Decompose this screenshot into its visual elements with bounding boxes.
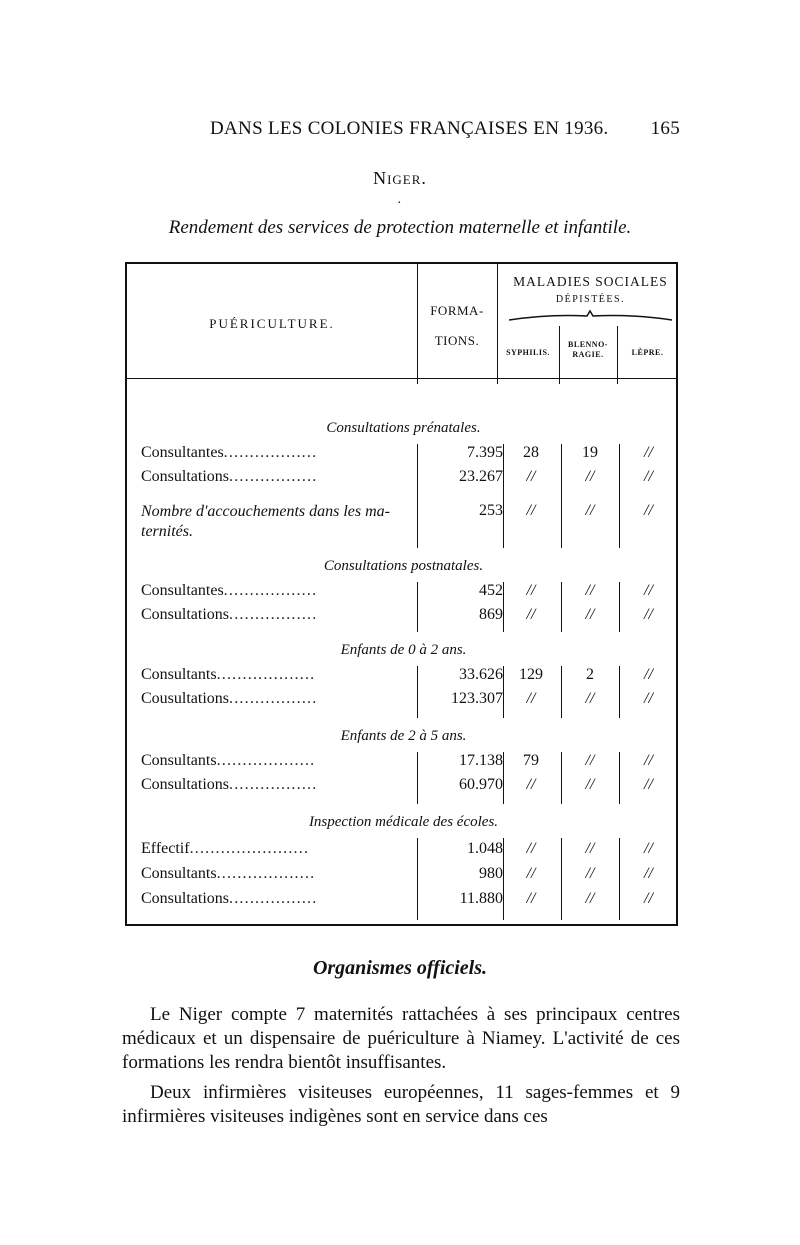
header-syphilis: SYPHILIS. xyxy=(506,348,550,357)
row-label: Consultantes.................. xyxy=(141,444,318,461)
row-label: Consultations................. xyxy=(141,776,318,793)
header-divider xyxy=(497,264,498,384)
table-row xyxy=(141,468,678,490)
cell-syphilis: // xyxy=(526,840,536,857)
header-formations xyxy=(417,296,497,356)
cell-blennoragie: // xyxy=(585,502,595,519)
table-row xyxy=(141,582,678,604)
row-value: 123.307 xyxy=(451,690,503,707)
table-row xyxy=(141,752,678,774)
table-row xyxy=(141,840,678,862)
cell-lepre: // xyxy=(644,865,653,882)
running-head xyxy=(210,118,680,140)
cell-syphilis: 79 xyxy=(523,752,539,769)
row-value: 7.395 xyxy=(467,444,503,461)
row-label: Consultations................. xyxy=(141,890,318,907)
row-label: Cousultations................. xyxy=(141,690,318,707)
cell-blennoragie: // xyxy=(585,690,595,707)
row-label: Consultations................. xyxy=(141,606,318,623)
row-value: 17.138 xyxy=(459,752,503,769)
cell-syphilis: 28 xyxy=(523,444,539,461)
header-blennoragie xyxy=(561,340,615,361)
cell-blennoragie: // xyxy=(585,840,595,857)
paragraph: Deux infirmières visiteuses européennes, 11 sages-femmes et 9 infirmières visiteuses indigènes sont en service dans ces xyxy=(122,1082,680,1127)
header-lepre: LÈPRE. xyxy=(631,348,664,357)
running-title: DANS LES COLONIES FRANÇAISES EN 1936. xyxy=(210,118,609,139)
header-depistees: DÉPISTÉES. xyxy=(555,294,626,305)
row-label: Consultantes.................. xyxy=(141,582,318,599)
statistics-table xyxy=(125,262,678,926)
cell-lepre: // xyxy=(644,752,653,769)
cell-blennoragie: // xyxy=(585,606,595,623)
cell-lepre: // xyxy=(644,444,653,461)
section-title: Niger. xyxy=(373,168,427,188)
header-puericulture: PUÉRICULTURE. xyxy=(209,316,335,331)
cell-blennoragie: // xyxy=(585,752,595,769)
row-value: 11.880 xyxy=(459,890,503,907)
row-value: 1.048 xyxy=(467,840,503,857)
subheading: Organismes officiels. xyxy=(312,957,488,979)
cell-syphilis: // xyxy=(526,606,536,623)
header-blenno-line2: RAGIE. xyxy=(572,350,604,360)
header-rule xyxy=(127,378,676,379)
row-label: Nombre d'accouchements dans les ma- ternités. xyxy=(141,503,390,540)
ornament-dot: · xyxy=(397,196,402,211)
paragraph: Le Niger compte 7 maternités rattachées à ses principaux centres médicaux et un dispensaire de puériculture à Niamey. L'activité de ces formations les rendra bientôt insuffisantes. xyxy=(122,1004,680,1073)
cell-blennoragie: // xyxy=(585,890,595,907)
cell-lepre: // xyxy=(644,690,653,707)
cell-lepre: // xyxy=(644,606,653,623)
row-value: 980 xyxy=(479,865,503,882)
cell-syphilis: // xyxy=(526,502,536,519)
cell-blennoragie: // xyxy=(585,776,595,793)
cell-syphilis: 129 xyxy=(519,666,543,683)
cell-syphilis: // xyxy=(526,890,536,907)
header-formations-line2: TIONS. xyxy=(434,333,480,348)
row-label: Consultants................... xyxy=(141,865,316,882)
table-row xyxy=(141,606,678,628)
cell-syphilis: // xyxy=(526,690,536,707)
row-value: 60.970 xyxy=(459,776,503,793)
cell-lepre: // xyxy=(644,666,653,683)
group-title: Inspection médicale des écoles. xyxy=(308,814,499,830)
cell-blennoragie: 2 xyxy=(586,666,594,683)
cell-syphilis: // xyxy=(526,468,536,485)
page-number: 165 xyxy=(650,118,680,139)
row-value: 869 xyxy=(479,606,503,623)
table-row xyxy=(141,865,678,887)
group-title: Enfants de 2 à 5 ans. xyxy=(340,728,467,744)
cell-blennoragie: // xyxy=(585,865,595,882)
row-value: 253 xyxy=(479,502,503,519)
cell-blennoragie: // xyxy=(585,468,595,485)
table-title: Rendement des services de protection maternelle et infantile. xyxy=(168,217,632,238)
cell-lepre: // xyxy=(644,840,653,857)
table-row xyxy=(141,890,678,912)
cell-lepre: // xyxy=(644,776,653,793)
row-value: 33.626 xyxy=(459,666,503,683)
header-divider xyxy=(617,326,618,384)
group-title: Enfants de 0 à 2 ans. xyxy=(340,642,467,658)
group-title: Consultations postnatales. xyxy=(323,558,484,574)
row-value: 23.267 xyxy=(459,468,503,485)
row-value: 452 xyxy=(479,582,503,599)
row-label: Consultations................. xyxy=(141,468,318,485)
cell-syphilis: // xyxy=(526,776,536,793)
table-row xyxy=(141,690,678,712)
cell-blennoragie: 19 xyxy=(582,444,598,461)
cell-blennoragie: // xyxy=(585,582,595,599)
brace-icon xyxy=(509,308,672,328)
table-row xyxy=(141,776,678,798)
row-label: Consultants................... xyxy=(141,666,316,683)
row-label: Effectif....................... xyxy=(141,840,310,857)
group-title: Consultations prénatales. xyxy=(326,420,481,436)
cell-syphilis: // xyxy=(526,582,536,599)
cell-lepre: // xyxy=(644,582,653,599)
cell-syphilis: // xyxy=(526,865,536,882)
table-row xyxy=(141,444,678,466)
table-row xyxy=(141,666,678,688)
table-row xyxy=(141,502,678,546)
cell-lepre: // xyxy=(644,502,653,519)
cell-lepre: // xyxy=(644,468,653,485)
header-formations-line1: FORMA- xyxy=(430,303,484,318)
header-maladies: MALADIES SOCIALES xyxy=(513,274,668,289)
header-blenno-line1: BLENNO- xyxy=(568,340,608,349)
row-label: Consultants................... xyxy=(141,752,316,769)
cell-lepre: // xyxy=(644,890,653,907)
header-divider xyxy=(559,326,560,384)
